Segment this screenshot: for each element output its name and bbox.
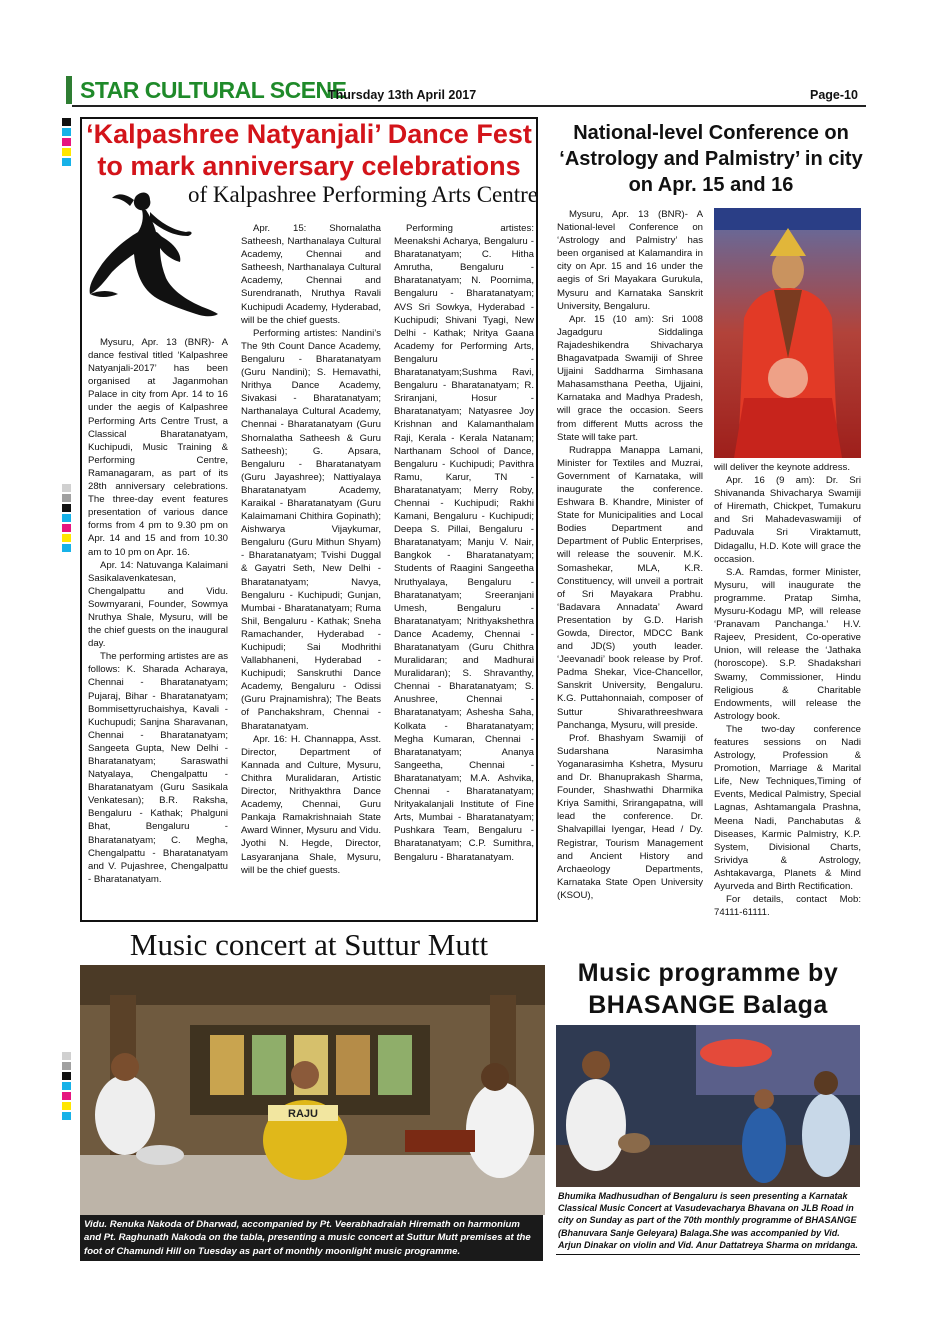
- dance-fest-column-3: [394, 222, 534, 864]
- dance-fest-para: The performing artistes are as follows: K. Sharada Acharaya, Chennai - Bharatanatyam; Pujaraj, Bihar - Bharatanatyam; Bommisettyruchaishya, Kavali - Kuchupudi; Sanjna Sharavanan, Chennai - Bharatanatyam; Sangeeta Gupta, New Delhi - Bharatanatyam; Saraswathi Natyalaya, Chengalpattu - Bharatanatyam (Guru Sasikala Venkatesan); B.R. Raksha, Bengaluru - Kathak; Phalguni Bhat, Bengaluru - Bharatanatyam; C. Megha, Chengalpattu - Bharatanatyam and V. Pujashree, Chengalpattu - Bharatanatyam.: [88, 651, 228, 885]
- astrology-para: The two-day conference features sessions on Nadi Astrology, Profession & Promotion, Marriage & Marital Life, New Techniques,Timing of Events, Medical Palmistry, Special Lagnas, Ashtamangala Prashna, Meena Nadi, Panchabutas & Diseases, Karmic Palmistry, K.P. System, Divisional Charts, Srividya & Astrology, Ashtakavarga, Planets & Mind Ayurveda and Birth Rectification.: [714, 723, 861, 892]
- music-programme-photo: [556, 1025, 860, 1187]
- bhasange-headline: Music programme by BHASANGE Balaga: [577, 959, 839, 1019]
- page-number: Page-10: [810, 88, 858, 102]
- masthead-bar: [66, 76, 72, 104]
- astrology-para: Apr. 15 (10 am): Sri 1008 Jagadguru Siddalinga Rajadeshikendra Shivacharya Bhagavatpada Swamiji of Shree Ujjaini Saddharma Simhasana Mahasamsthana Peetha, Ujjaini, Karnataka and Madhya Pradesh, will grace the occasion. Seers from different Mutts across the State will take part.: [557, 313, 703, 443]
- suttur-concert-caption: Vidu. Renuka Nakoda of Dharwad, accompanied by Pt. Veerabhadraiah Hiremath on harmonium and Pt. Raghunath Nakoda on the tabla, presenting a music concert at Suttur Mutt premises at the foot of Chamundi Hill on Tuesday as part of monthly moonlight music programme.: [80, 1215, 543, 1261]
- dance-fest-para: Apr. 14: Natuvanga Kalaimani Sasikalavenkatesan, Chengalpattu and Vidu. Sowmyarani, Founder, Sowmya Nruthya Shale, Mysuru, will be the chief guests on the inaugural day.: [88, 559, 228, 650]
- astrology-para: S.A. Ramdas, former Minister, Mysuru, will inaugurate the programme. Pratap Simha, Mysuru-Kodagu MP, will release ‘Pranavam Panchanga.’ H.V. Rajeev, President, Co-operative Union, will release the ‘Jathaka (horoscope). S.P. Shadakshari Swamy, Commissioner, Hindu Religious & Charitable Endowments, will release the Astrology book.: [714, 566, 861, 722]
- astrology-para: will deliver the keynote address.: [714, 462, 850, 473]
- dance-fest-para: Apr. 16: H. Channappa, Asst. Director, Department of Kannada and Culture, Mysuru, Chithra Muralidaran, Artistic Director, Nrithyakthra Dance Academy, Chennai, Guru Pankaja Ramakrishnaiah State Award Winner, Mysuru and Vidu. Jyothi N. Hegde, Director, Lasyaranjana Shale, Mysuru, will be the chief guests.: [241, 733, 381, 876]
- dance-fest-column-1: [88, 336, 228, 886]
- dancer-silhouette-icon: [84, 186, 226, 334]
- dance-fest-para: Performing artistes: Nandini’s The 9th Count Dance Academy, Bengaluru - Bharatanatyam (Guru Nandini); S. Hemavathi, Nrithya Dance Academy, Sivakasi - Bharatanatyam; Narthanalaya Cultural Academy, Chennai - Bharatanatyam (Guru Shornalatha Satheesh & Guru Satheesh); G. Apsara, Bengaluru - Bharatanatyam (Guru Jayashree); Nattiyalaya Bharatanatyam Academy, Karaikal - Bharatanatyam (Guru Kalaimamani Chithira Gopinath); Aishwarya Vijaykumar, Bengaluru (Guru Mithun Shyam) - Bharatanatyam; Tvishi Duggal & Gayatri Seth, New Delhi - Bharatanatyam; Navya, Bengaluru - Kuchipudi; Gunjan, Mumbai - Bharatanatyam; Ruma Shil, Bengaluru - Kathak; Sneha Ramachander, Hyderabad - Kuchipudi; Sai Modhrithi Vallabhaneni, Hyderabad - Kuchipudi; Sanskruthi Dance Academy, Bengaluru - Odissi (Guru Prajnamishra); The Beats of Panchakshram, Chennai - Bharatanatyam.: [241, 327, 381, 732]
- astrology-para: Prof. Bhashyam Swamiji of Sudarshana Narasimha Yoganarasimha Kshetra, Mysuru and Dr. Bhanuprakash Sharma, Founder, Shashwathi Dharmika Kriya Samithi, Srirangapatna, will lead the conference. Dr. Shalvapillai Iyengar, Head / Dy. Registrar, Tourism Management and Ancient History and Archaeology Departments, Karnataka State Open University (KSOU),: [557, 732, 703, 901]
- concert-photo: [80, 965, 545, 1215]
- swamiji-portrait-photo: [714, 208, 861, 458]
- dance-fest-para: Mysuru, Apr. 13 (BNR)- A dance festival titled ‘Kalpashree Natyanjali-2017’ has been organised at Jaganmohan Palace in city from Apr. 14 to 16 under the aegis of Kalpashree Performing Arts Centre Trust, a Classical Bharatanatyam, Kuchipudi, Music Training & Performing Centre, Ramanagaram, as part of its 28th anniversary celebrations. The three-day event features presentation of various dance forms from 4 pm to 9.30 pm on Apr. 14 and 15 and from 10.30 am to 10 pm on Apr. 16.: [88, 337, 228, 558]
- bhasange-caption: Bhumika Madhusudhan of Bengaluru is seen presenting a Karnatak Classical Music Concert at Vasudevacharya Bhavana on JLB Road in city on Sunday as part of the 70th monthly programme of BHASANGE (Bhanuvara Sanje Geleyara) Balaga.She was accompanied by Vid. Arjun Dinakar on violin and Vid. Anur Dattatreya Sharma on mridanga.: [556, 1187, 860, 1255]
- dance-fest-subhead: of Kalpashree Performing Arts Centre: [188, 182, 539, 207]
- dance-fest-para: Apr. 15: Shornalatha Satheesh, Narthanalaya Cultural Academy, Chennai and Satheesh, Narthanalaya Cultural Academy, Chennai and Surendranath, Nruthya Ravali Kuchipudi Academy, Hyderabad, will be the chief guests.: [241, 223, 381, 326]
- astrology-column-1: [557, 208, 703, 902]
- stage-banner: RAJU: [288, 1108, 318, 1120]
- astrology-para: Mysuru, Apr. 13 (BNR)- A National-level Conference on ‘Astrology and Palmistry’ has been organised at Kalamandira in city on Apr. 15 and 16 under the aegis of Sri Mayakara Gurukula, Mysuru and Karnataka Sanskrit University, Bengaluru.: [557, 209, 703, 312]
- suttur-concert-headline: Music concert at Suttur Mutt: [129, 927, 489, 962]
- dance-fest-column-2: [241, 222, 381, 877]
- color-bar-bottom: [62, 1052, 71, 1122]
- astrology-para: Apr. 16 (9 am): Dr. Sri Shivananda Shivacharya Swamiji of Hiremath, Chickpet, Tumakuru and Sri Mahadevaswamiji of Paduvala Sri Viraktamutt, Didagallu, H.D. Kote will grace the occasion.: [714, 475, 861, 565]
- issue-date: Thursday 13th April 2017: [328, 88, 477, 102]
- dance-fest-para: Performing artistes: Meenakshi Acharya, Bengaluru -Bharatanatyam; C. Hitha Amrutha, Bengaluru - Bharatanatyam; N. Poornima, Bengaluru - Bharatanatyam; AVS Sri Sowkya, Hyderabad - Kuchipudi; Shivani Tyagi, New Delhi - Kathak; Nritya Gaana Academy for Performing Arts, Bengaluru - Bharatanatyam;Sushma Ravi, Bengaluru - Bharatanatyam; R. Sriranjani, Hosur - Bharatanatyam; Natyasree Joy Krishnan and Kalamanthalam Raji, Kerala - Kerala Natanam; Narthanam School of Dance, Bengaluru - Kuchipudi; Pavithra Ramu, Karur, TN - Bharatanatyam; Merry Roby, Chennai - Kuchipudi; Rakhi Kamani, Bengaluru - Kuchipudi; Deepa S. Pillai, Bengaluru - Bharatanatyam; Manju V. Nair, Bangkok - Bharatanatyam; Students of Raagini Sangeetha Nruthyalaya, Bengaluru - Bharatanatyam; Sreeranjani Umesh, Bengaluru - Bharatanatyam; Nrithyakshethra Dance Academy, Chennai - Bharatanatyam (Guru Chithra Muralidaran; and Madhurai Muralidaran); S. Shravanthy, Chennai - Bharatanatyam; S. Anushree, Chennai - Bharatanatyam; Ashesha Saha, Kolkata - Bharatanatyam; Megha Kumaran, Chennai - Bharatanatyam; Ananya Sangeetha, Chennai - Bharatanatyam; M.A. Ashvika, Chennai - Bharatanatyam; Nrityakalanjali Institute of Fine Arts, Mumbai - Bharatanatyam; Pushkara Team, Bengaluru - Bharatanatyam; C.P. Sumithra, Bengaluru - Bharatanatyam.: [394, 223, 534, 863]
- astrology-column-2: [714, 461, 861, 919]
- astrology-para: For details, contact Mob: 74111-61111.: [714, 894, 861, 919]
- astrology-para: Rudrappa Manappa Lamani, Minister for Textiles and Muzrai, Government of Karnataka, will inaugurate the conference. Eshwara B. Khandre, Minister of State for Municipalities and Local Bodies Department and Department of Public Enterprises, will release the souvenir. M.K. Somashekar, MLA, K.R. Constituency, will unveil a portrait of Sri Mayakara Prabhu. ‘Badavara Annadata’ Award Presentation by G.D. Harish Gowda, Director, MDCC Bank and JD(S) youth leader. ‘Jeevanadi’ book release by Prof. Padma Shekar, Vice-Chancellor, Sanskrit University, Bengaluru. K.G. Puttahonnaiah, composer of Suttur Shivarathreeshwara Panchanga, Mysuru, will preside.: [557, 444, 703, 731]
- astrology-conference-headline: National-level Conference on ‘Astrology and Palmistry’ in city on Apr. 15 and 16: [559, 122, 863, 196]
- section-title: STAR CULTURAL SCENE: [80, 77, 347, 103]
- dance-fest-headline: ‘Kalpashree Natyanjali’ Dance Fest to mark anniversary celebrations: [86, 119, 532, 181]
- color-bar-middle: [62, 484, 71, 554]
- color-bar-top: [62, 118, 71, 168]
- masthead-rule: [72, 105, 866, 107]
